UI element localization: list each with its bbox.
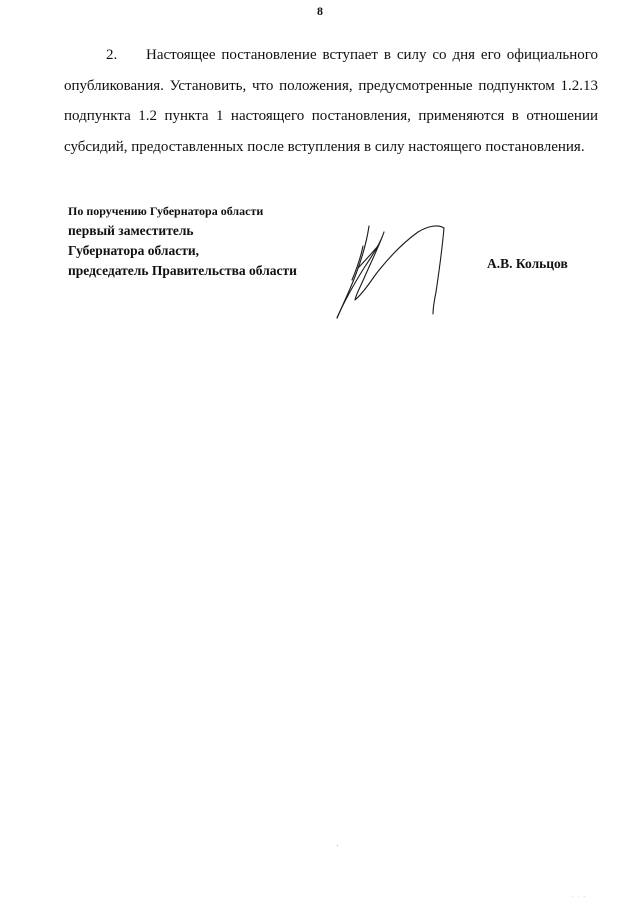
handwritten-signature <box>328 210 458 325</box>
paragraph-text: Настоящее постановление вступает в силу со дня его официального опубликования. Установить, что положения, предусмотренные подпунктом 1.2.13 подпункта 1.2 пункта 1 настоящего постановления, применяются в отношении субсидий, предоставленных после вступления в силу настоящего постановления. <box>64 47 598 155</box>
signatory-position-line-1: первый заместитель <box>68 223 194 238</box>
paragraph-number: 2. <box>106 47 118 63</box>
signatory-position-line-3: председатель Правительства области <box>68 263 297 278</box>
page-number: 8 <box>317 4 323 18</box>
signatory-position-line-2: Губернатора области, <box>68 243 199 258</box>
scan-artifact-dot <box>337 845 338 846</box>
signer-name: А.В. Кольцов <box>487 256 568 271</box>
signatory-authority-line: По поручению Губернатора области <box>68 204 264 218</box>
signature-block <box>68 201 368 281</box>
scan-artifact-marks: · · · <box>572 894 587 901</box>
resolution-paragraph-2 <box>64 40 598 162</box>
